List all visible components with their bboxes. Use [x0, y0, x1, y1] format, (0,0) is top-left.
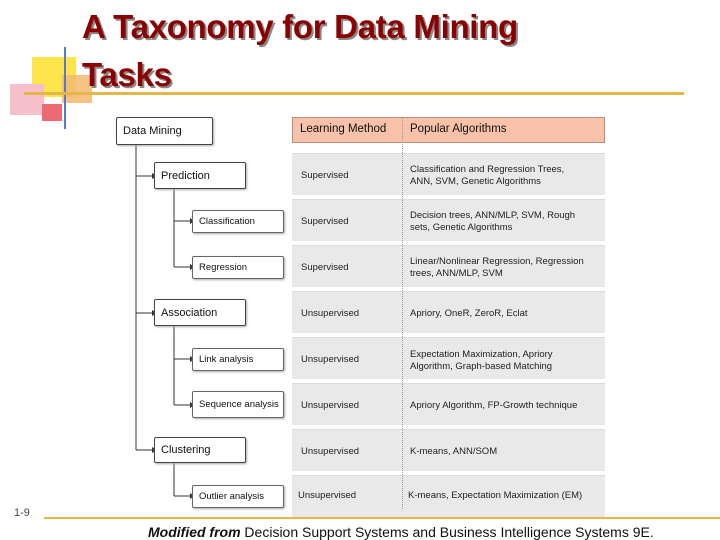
algorithm-cell-line2: trees, ANN/MLP, SVM [410, 268, 503, 279]
method-cell: Unsupervised [301, 354, 360, 365]
header-popular-algorithms: Popular Algorithms [410, 123, 507, 135]
algorithm-cell-line1: Classification and Regression Trees, [410, 164, 565, 175]
algorithm-cell-line2: ANN, SVM, Genetic Algorithms [410, 176, 541, 187]
footer-prefix: Modified from [148, 524, 241, 540]
slide-title-line2: Tasks [82, 56, 172, 93]
method-cell: Supervised [301, 216, 349, 227]
tree-node-sequence-analysis: Sequence analysis [192, 391, 284, 418]
method-cell: Supervised [301, 170, 349, 181]
tree-node-outlier-analysis: Outlier analysis [192, 485, 284, 508]
tree-node-prediction: Prediction [154, 162, 246, 189]
decor-vertical-line [64, 47, 66, 129]
method-cell: Supervised [301, 262, 349, 273]
taxonomy-figure [116, 115, 606, 515]
algorithm-cell-line1: Linear/Nonlinear Regression, Regression [410, 256, 584, 267]
tree-node-link-analysis: Link analysis [192, 348, 284, 371]
footer-source: Decision Support Systems and Business Intelligence Systems 9E. [240, 524, 654, 540]
slide-title-line1: A Taxonomy for Data Mining [82, 8, 518, 45]
tree-node-association: Association [154, 299, 246, 326]
decor-square-pink [10, 84, 44, 115]
method-cell: Unsupervised [301, 446, 360, 457]
method-cell: Unsupervised [301, 400, 360, 411]
algorithm-cell-line1: K-means, Expectation Maximization (EM) [408, 490, 583, 501]
algorithm-cell-line1: Apriory, OneR, ZeroR, Eclat [410, 308, 528, 319]
algorithm-cell-line1: K-means, ANN/SOM [410, 446, 498, 457]
algorithm-cell-line1: Apriory Algorithm, FP-Growth technique [410, 400, 578, 411]
tree-node-classification: Classification [192, 210, 284, 233]
tree-node-data-mining: Data Mining [116, 117, 213, 145]
algorithm-cell-line2: sets, Genetic Algorithms [410, 222, 513, 233]
algorithm-cell-line1: Expectation Maximization, Apriory [410, 349, 553, 360]
column-divider [402, 117, 403, 509]
method-cell: Unsupervised [301, 308, 360, 319]
tree-node-clustering: Clustering [154, 437, 246, 463]
header-learning-method: Learning Method [300, 123, 387, 135]
algorithm-cell-line2: Algorithm, Graph-based Matching [410, 361, 553, 372]
tree-node-regression: Regression [192, 256, 284, 279]
algorithm-cell-line1: Decision trees, ANN/MLP, SVM, Rough [410, 210, 576, 221]
decor-square-red [42, 104, 62, 121]
method-cell: Unsupervised [298, 490, 357, 501]
footer-rule [44, 517, 720, 519]
footer-citation [148, 524, 654, 540]
slide-number: 1-9 [14, 507, 30, 519]
